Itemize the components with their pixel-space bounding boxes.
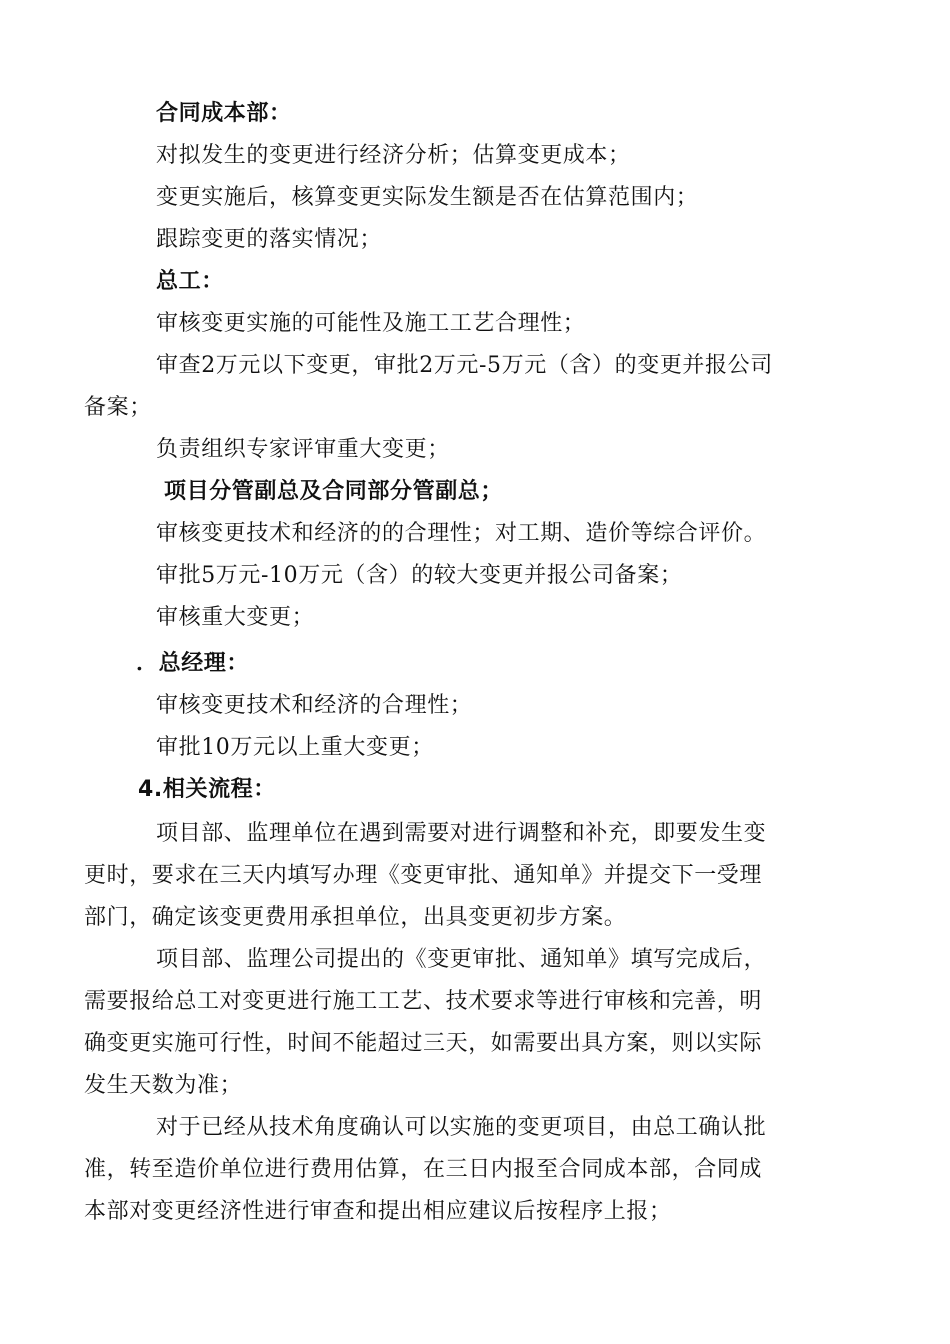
list-item: 审批10万元以上重大变更； xyxy=(156,735,434,760)
paragraph-line: 部门，确定该变更费用承担单位，出具变更初步方案。 xyxy=(84,905,627,930)
paragraph-line: 确变更实施可行性，时间不能超过三天，如需要出具方案，则以实际 xyxy=(84,1031,763,1056)
paragraph-line: 更时，要求在三天内填写办理《变更审批、通知单》并提交下一受理 xyxy=(84,863,763,888)
list-item: 审查2万元以下变更，审批2万元-5万元（含）的变更并报公司 xyxy=(156,353,773,378)
section-heading-general-manager: ．总经理： xyxy=(136,651,250,676)
paragraph-line: 需要报给总工对变更进行施工工艺、技术要求等进行审核和完善，明 xyxy=(84,989,763,1014)
paragraph-line: 本部对变更经济性进行审查和提出相应建议后按程序上报； xyxy=(84,1199,672,1224)
list-item: 审核变更技术和经济的合理性； xyxy=(156,693,473,718)
paragraph-line: 发生天数为准； xyxy=(84,1073,243,1098)
paragraph-line: 对于已经从技术角度确认可以实施的变更项目，由总工确认批 xyxy=(156,1115,767,1140)
list-item: 负责组织专家评审重大变更； xyxy=(156,437,450,462)
list-item: 审核重大变更； xyxy=(156,605,315,630)
section-heading-chief-engineer: 总工： xyxy=(156,269,224,294)
list-item: 审核变更实施的可能性及施工工艺合理性； xyxy=(156,311,586,336)
list-item: 审批5万元-10万元（含）的较大变更并报公司备案； xyxy=(156,563,683,588)
paragraph-line: 项目部、监理单位在遇到需要对进行调整和补充，即要发生变 xyxy=(156,821,767,846)
section-heading-contract-cost: 合同成本部： xyxy=(156,101,292,126)
paragraph-line: 项目部、监理公司提出的《变更审批、通知单》填写完成后， xyxy=(156,947,767,972)
list-item: 变更实施后，核算变更实际发生额是否在估算范围内； xyxy=(156,185,699,210)
section-heading-related-process: 4.相关流程： xyxy=(138,777,276,802)
list-item-continuation: 备案； xyxy=(84,395,152,420)
list-item: 审核变更技术和经济的的合理性；对工期、造价等综合评价。 xyxy=(156,521,767,546)
list-item: 对拟发生的变更进行经济分析；估算变更成本； xyxy=(156,143,631,168)
paragraph-line: 准，转至造价单位进行费用估算，在三日内报至合同成本部，合同成 xyxy=(84,1157,763,1182)
list-item: 跟踪变更的落实情况； xyxy=(156,227,383,252)
section-heading-deputy-gm: 项目分管副总及合同部分管副总； xyxy=(164,479,504,504)
